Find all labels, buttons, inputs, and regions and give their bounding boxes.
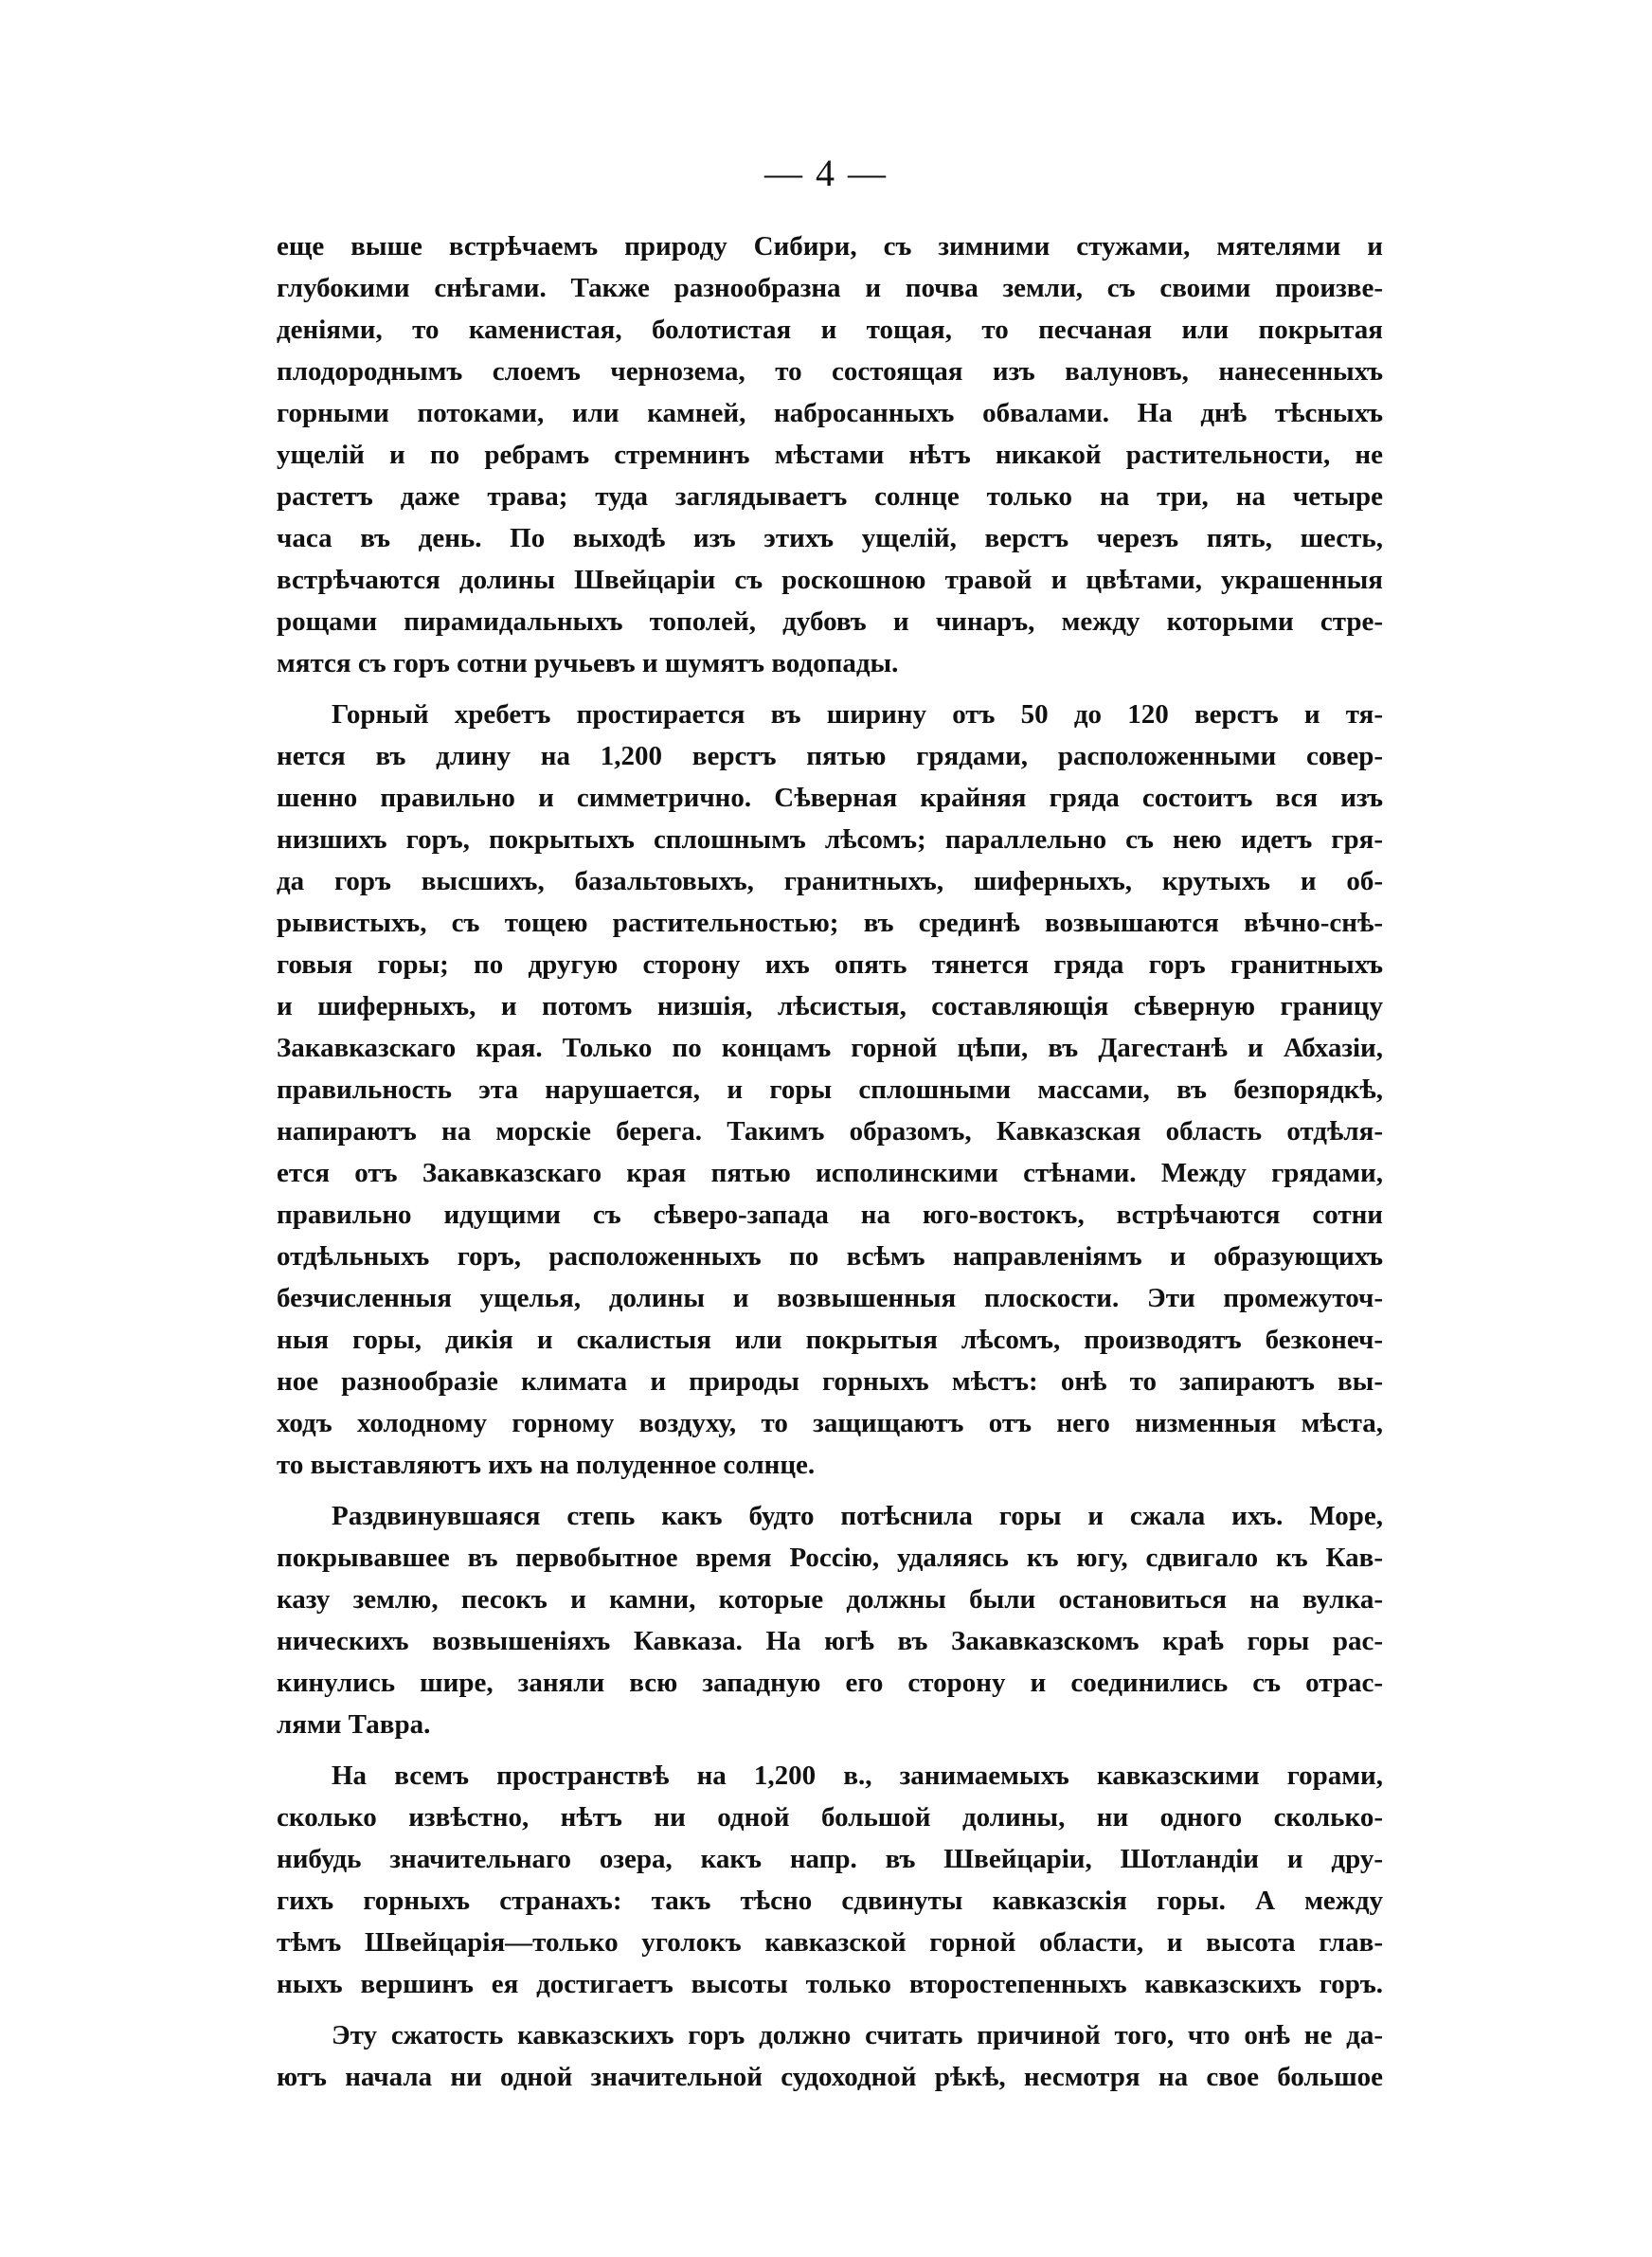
text-line: ущелій и по ребрамъ стремнинъ мѣстами нѣтъ никакой растительности, не bbox=[277, 440, 1383, 470]
text-line: Раздвинувшаяся степь какъ будто потѣснила горы и сжала ихъ. Море, bbox=[332, 1501, 1383, 1531]
text-line: лями Тавра. bbox=[277, 1709, 431, 1740]
paragraph-4 bbox=[277, 1755, 1383, 2005]
text-line: еще выше встрѣчаемъ природу Сибири, съ зимними стужами, мятелями и bbox=[277, 231, 1383, 262]
text-line: мятся съ горъ сотни ручьевъ и шумятъ водопады. bbox=[277, 648, 899, 678]
page-number: — 4 — bbox=[764, 152, 888, 194]
text-line: глубокими снѣгами. Также разнообразна и почва земли, съ своими произве- bbox=[277, 273, 1383, 303]
paragraph-3 bbox=[277, 1495, 1383, 1745]
text-line: На всемъ пространствѣ на 1,200 в., занимаемыхъ кавказскими горами, bbox=[332, 1760, 1383, 1791]
text-line: деніями, то каменистая, болотистая и тощая, то песчаная или покрытая bbox=[277, 315, 1383, 345]
text-line: ныя горы, дикія и скалистыя или покрытыя лѣсомъ, производятъ безконеч- bbox=[277, 1325, 1383, 1355]
text-line: покрывавшее въ первобытное время Россію, удаляясь къ югу, сдвигало къ Кав- bbox=[277, 1543, 1383, 1573]
text-line: казу землю, песокъ и камни, которые должны были остановиться на вулка- bbox=[277, 1584, 1383, 1615]
text-line: и шиферныхъ, и потомъ низшія, лѣсистыя, составляющія сѣверную границу bbox=[277, 991, 1383, 1021]
text-line: Эту сжатость кавказскихъ горъ должно считать причиной того, что онѣ не да- bbox=[332, 2020, 1383, 2050]
text-line: часа въ день. По выходѣ изъ этихъ ущелій, верстъ черезъ пять, шесть, bbox=[277, 523, 1383, 553]
text-line: да горъ высшихъ, базальтовыхъ, гранитныхъ, шиферныхъ, крутыхъ и об- bbox=[277, 866, 1383, 896]
text-line: низшихъ горъ, покрытыхъ сплошнымъ лѣсомъ; параллельно съ нею идетъ гря- bbox=[277, 824, 1383, 855]
text-line: отдѣльныхъ горъ, расположенныхъ по всѣмъ направленіямъ и образующихъ bbox=[277, 1241, 1383, 1272]
text-line: напираютъ на морскіе берега. Такимъ образомъ, Кавказская область отдѣля- bbox=[277, 1116, 1383, 1147]
text-line: ное разнообразіе климата и природы горныхъ мѣстъ: онѣ то запираютъ вы- bbox=[277, 1366, 1383, 1397]
text-line: ется отъ Закавказскаго края пятью исполинскими стѣнами. Между грядами, bbox=[277, 1158, 1383, 1188]
text-line: шенно правильно и симметрично. Сѣверная крайняя гряда состоитъ вся изъ bbox=[277, 783, 1383, 813]
text-line: правильность эта нарушается, и горы сплошными массами, въ безпорядкѣ, bbox=[277, 1074, 1383, 1105]
text-line: Горный хребетъ простирается въ ширину отъ 50 до 120 верстъ и тя- bbox=[332, 699, 1383, 730]
text-line: встрѣчаются долины Швейцаріи съ роскошною травой и цвѣтами, украшенныя bbox=[277, 565, 1383, 595]
text-line: говыя горы; по другую сторону ихъ опять тянется гряда горъ гранитныхъ bbox=[277, 949, 1383, 980]
paragraph-2 bbox=[277, 694, 1383, 1486]
text-line: безчисленныя ущелья, долины и возвышенныя плоскости. Эти промежуточ- bbox=[277, 1283, 1383, 1313]
text-line: растетъ даже трава; туда заглядываетъ солнце только на три, на четыре bbox=[277, 481, 1383, 512]
paragraph-5 bbox=[277, 2014, 1383, 2098]
text-line: ютъ начала ни одной значительной судоходной рѣкѣ, несмотря на свое большое bbox=[277, 2062, 1383, 2092]
text-line: гихъ горныхъ странахъ: такъ тѣсно сдвинуты кавказскія горы. А между bbox=[277, 1886, 1383, 1916]
text-line: Закавказскаго края. Только по концамъ горной цѣпи, въ Дагестанѣ и Абхазіи, bbox=[277, 1033, 1383, 1063]
text-line: плодороднымъ слоемъ чернозема, то состоящая изъ валуновъ, нанесенныхъ bbox=[277, 356, 1383, 387]
text-line: горными потоками, или камней, набросанныхъ обвалами. На днѣ тѣсныхъ bbox=[277, 398, 1383, 428]
text-line: рощами пирамидальныхъ тополей, дубовъ и чинаръ, между которыми стре- bbox=[277, 606, 1383, 637]
text-line: ническихъ возвышеніяхъ Кавказа. На югѣ въ Закавказскомъ краѣ горы рас- bbox=[277, 1626, 1383, 1656]
text-line: кинулись шире, заняли всю западную его сторону и соединились съ отрас- bbox=[277, 1668, 1383, 1698]
paragraph-1 bbox=[277, 226, 1383, 684]
text-line: то выставляютъ ихъ на полуденное солнце. bbox=[277, 1450, 816, 1480]
text-line: ходъ холодному горному воздуху, то защищаютъ отъ него низменныя мѣста, bbox=[277, 1408, 1383, 1438]
text-line: нется въ длину на 1,200 верстъ пятью грядами, расположенными совер- bbox=[277, 741, 1383, 771]
text-line: сколько извѣстно, нѣтъ ни одной большой долины, ни одного сколько- bbox=[277, 1802, 1383, 1833]
text-line: рывистыхъ, съ тощею растительностью; въ срединѣ возвышаются вѣчно-снѣ- bbox=[277, 908, 1383, 938]
body-text bbox=[277, 226, 1383, 2098]
text-line: правильно идущими съ сѣверо-запада на юго-востокъ, встрѣчаются сотни bbox=[277, 1200, 1383, 1230]
text-line: нибудь значительнаго озера, какъ напр. въ Швейцаріи, Шотландіи и дру- bbox=[277, 1844, 1383, 1874]
text-line: тѣмъ Швейцарія—только уголокъ кавказской горной области, и высота глав- bbox=[277, 1927, 1383, 1958]
text-line: ныхъ вершинъ ея достигаетъ высоты только второстепенныхъ кавказскихъ горъ. bbox=[277, 1969, 1383, 1999]
